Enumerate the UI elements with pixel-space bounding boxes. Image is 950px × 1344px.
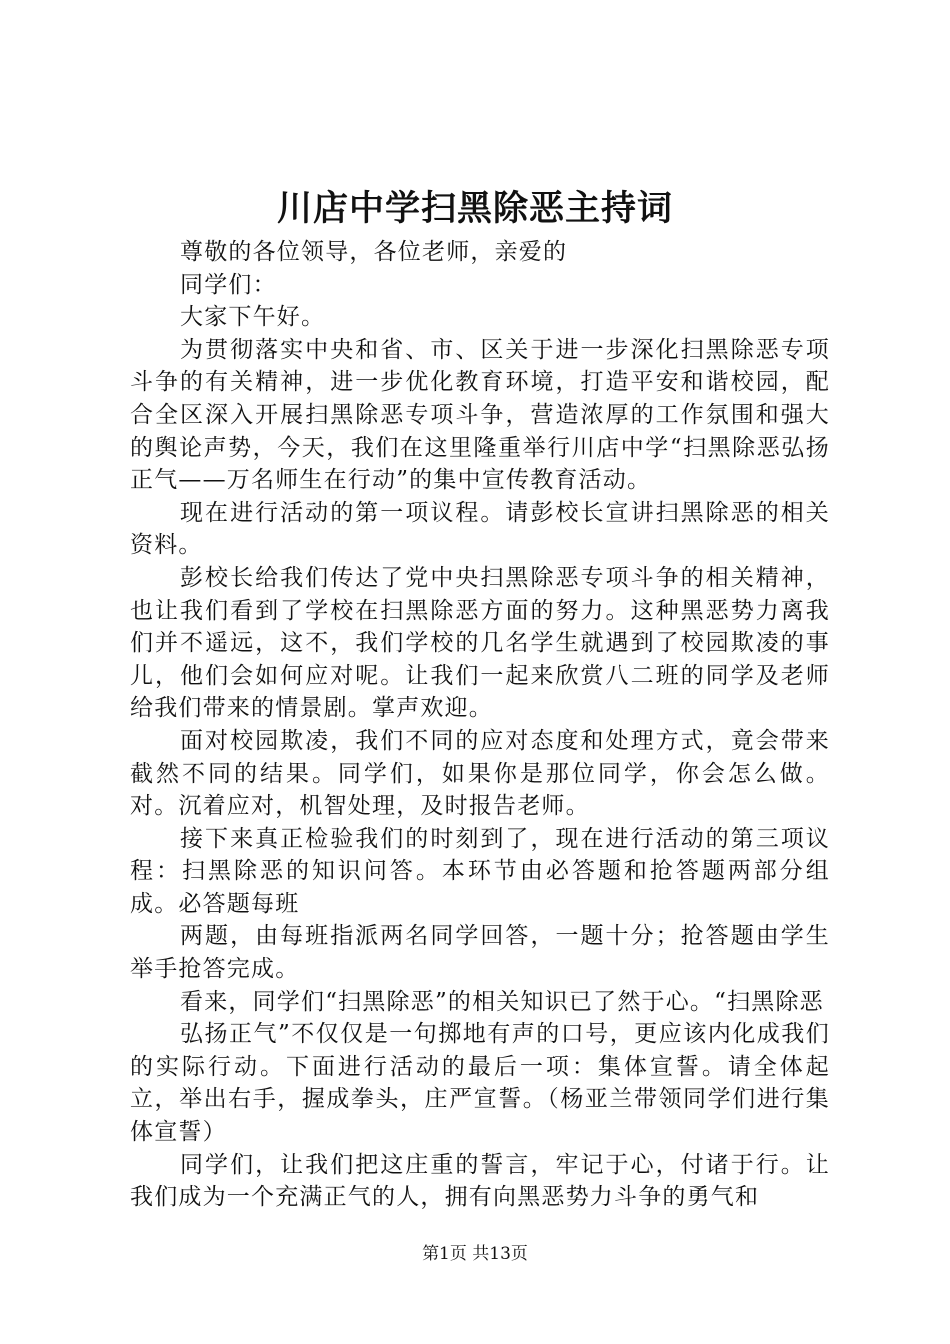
paragraph-bullying-response: 面对校园欺凌，我们不同的应对态度和处理方式，竟会带来截然不同的结果。同学们，如果你是那位同学，你会怎么做。对。沉着应对，机智处理，及时报告老师。 [130,727,830,820]
paragraph-closing: 同学们，让我们把这庄重的誓言，牢记于心，付诸于行。让我们成为一个充满正气的人，拥有向黑恶势力斗争的勇气和 [130,1151,830,1211]
paragraph-greeting-students: 同学们： [180,271,277,298]
paragraph-quiz-rules: 两题，由每班指派两名同学回答，一题十分；抢答题由学生举手抢答完成。 [130,923,830,983]
document-body [130,236,830,1214]
page-number-footer: 第1页 共13页 [422,1244,528,1264]
paragraph-purpose: 为贯彻落实中央和省、市、区关于进一步深化扫黑除恶专项斗争的有关精神，进一步优化教育环境，打造平安和谐校园，配合全区深入开展扫黑除恶专项斗争，营造浓厚的工作氛围和强大的舆论声势，今天，我们在这里隆重举行川店中学“扫黑除恶弘扬正气——万名师生在行动”的集中宣传教育活动。 [130,336,830,494]
paragraph-principal-speech: 彭校长给我们传达了党中央扫黑除恶专项斗争的相关精神，也让我们看到了学校在扫黑除恶方面的努力。这种黑恶势力离我们并不遥远，这不，我们学校的几名学生就遇到了校园欺凌的事儿，他们会如何应对呢。让我们一起来欣赏八二班的同学及老师给我们带来的情景剧。掌声欢迎。 [130,564,830,722]
paragraph-greeting: 尊敬的各位领导，各位老师，亲爱的 [180,239,568,265]
paragraph-good-afternoon: 大家下午好。 [180,304,326,331]
paragraph-agenda-one: 现在进行活动的第一项议程。请彭校长宣讲扫黑除恶的相关资料。 [130,499,830,559]
paragraph-knowledge: 看来，同学们“扫黑除恶”的相关知识已了然于心。“扫黑除恶 [180,988,824,1015]
paragraph-quiz-intro: 接下来真正检验我们的时刻到了，现在进行活动的第三项议程：扫黑除恶的知识问答。本环节由必答题和抢答题两部分组成。必答题每班 [130,825,830,917]
document-title: 川店中学扫黑除恶主持词 [276,188,673,229]
paragraph-oath: 弘扬正气”不仅仅是一句掷地有声的口号，更应该内化成我们的实际行动。下面进行活动的最后一项：集体宣誓。请全体起立，举出右手，握成拳头，庄严宣誓。（杨亚兰带领同学们进行集体宣誓） [130,1021,830,1146]
